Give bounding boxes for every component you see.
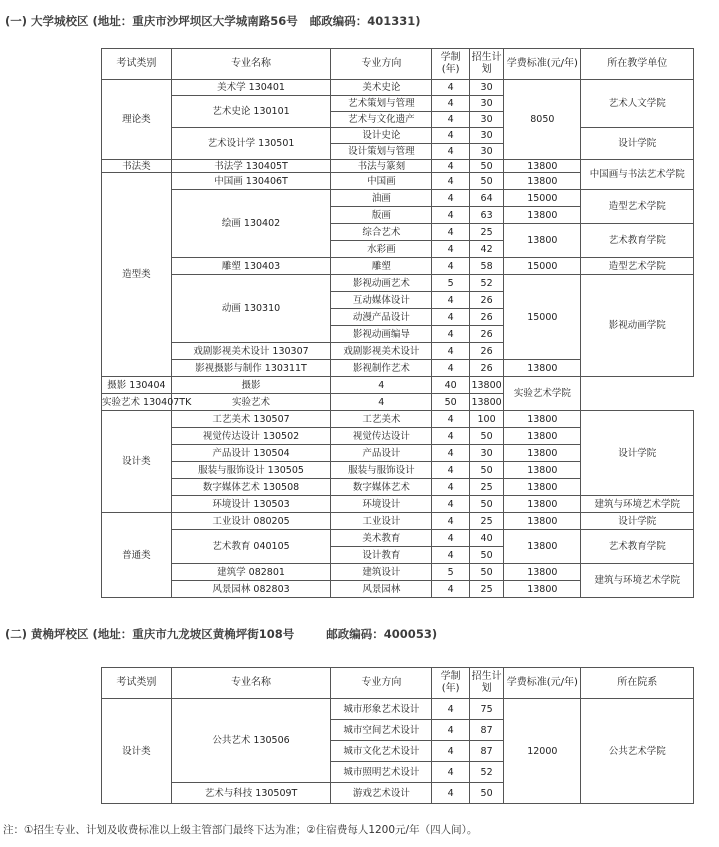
- table-row: [102, 160, 694, 173]
- unit-cell: 设计学院: [581, 411, 694, 496]
- years-cell: 4: [432, 144, 470, 160]
- major-cell: 艺术与科技 130509T: [171, 783, 330, 804]
- plan-cell: 87: [469, 741, 503, 762]
- direction-cell: 工业设计: [331, 513, 432, 530]
- years-cell: 4: [432, 326, 470, 343]
- fee-cell: 13800: [469, 394, 503, 411]
- plan-cell: 50: [469, 462, 503, 479]
- direction-cell: 设计史论: [331, 128, 432, 144]
- years-cell: 4: [432, 343, 470, 360]
- plan-cell: 58: [469, 258, 503, 275]
- major-cell: 戏剧影视美术设计 130307: [171, 343, 330, 360]
- fee-cell: 13800: [504, 581, 581, 598]
- direction-cell: 版画: [331, 207, 432, 224]
- plan-cell: 30: [469, 96, 503, 112]
- direction-cell: 水彩画: [331, 241, 432, 258]
- plan-cell: 50: [469, 428, 503, 445]
- major-cell: 艺术设计学 130501: [171, 128, 330, 160]
- direction-cell: 工艺美术: [331, 411, 432, 428]
- fee-cell: 13800: [504, 564, 581, 581]
- table-row: [102, 275, 694, 292]
- header-fee: 学费标准(元/年): [504, 49, 581, 80]
- header-plan: 招生计划: [469, 668, 503, 699]
- direction-cell: 风景园林: [331, 581, 432, 598]
- years-cell: 4: [432, 496, 470, 513]
- major-cell: 工艺美术 130507: [171, 411, 330, 428]
- years-cell: 4: [432, 173, 470, 190]
- fee-cell: 13800: [504, 428, 581, 445]
- plan-cell: 75: [469, 699, 503, 720]
- table-row: [102, 128, 694, 144]
- unit-cell: 艺术教育学院: [581, 224, 694, 258]
- major-cell: 建筑学 082801: [171, 564, 330, 581]
- unit-cell: 艺术教育学院: [581, 530, 694, 564]
- direction-cell: 游戏艺术设计: [331, 783, 432, 804]
- table-row: [102, 190, 694, 207]
- header-direction: 专业方向: [331, 49, 432, 80]
- years-cell: 4: [432, 428, 470, 445]
- plan-cell: 25: [469, 513, 503, 530]
- fee-cell: 13800: [504, 513, 581, 530]
- major-cell: 雕塑 130403: [171, 258, 330, 275]
- unit-cell: 设计学院: [581, 513, 694, 530]
- direction-cell: 油画: [331, 190, 432, 207]
- major-cell: 艺术史论 130101: [171, 96, 330, 128]
- unit-cell: 公共艺术学院: [581, 699, 694, 804]
- plan-cell: 52: [469, 275, 503, 292]
- plan-cell: 26: [469, 326, 503, 343]
- plan-cell: 50: [469, 783, 503, 804]
- header-direction: 专业方向: [331, 668, 432, 699]
- table-row: [102, 564, 694, 581]
- plan-cell: 64: [469, 190, 503, 207]
- years-cell: 4: [432, 258, 470, 275]
- plan-cell: 25: [469, 479, 503, 496]
- plan-cell: 52: [469, 762, 503, 783]
- major-cell: 工业设计 080205: [171, 513, 330, 530]
- years-cell: 4: [432, 80, 470, 96]
- fee-cell: 8050: [504, 80, 581, 160]
- major-cell: 环境设计 130503: [171, 496, 330, 513]
- direction-cell: 中国画: [331, 173, 432, 190]
- direction-cell: 影视动画艺术: [331, 275, 432, 292]
- direction-cell: 产品设计: [331, 445, 432, 462]
- years-cell: 4: [432, 360, 470, 377]
- plan-cell: 25: [469, 581, 503, 598]
- table-row: [102, 513, 694, 530]
- major-cell: 美术学 130401: [171, 80, 330, 96]
- years-cell: 4: [432, 720, 470, 741]
- years-cell: 4: [432, 547, 470, 564]
- unit-cell: 实验艺术学院: [504, 377, 581, 411]
- direction-cell: 设计策划与管理: [331, 144, 432, 160]
- table-row: [102, 699, 694, 720]
- direction-cell: 建筑设计: [331, 564, 432, 581]
- direction-cell: 美术史论: [331, 80, 432, 96]
- direction-cell: 数字媒体艺术: [331, 479, 432, 496]
- header-major: 专业名称: [171, 49, 330, 80]
- category-cell: 设计类: [102, 411, 172, 513]
- direction-cell: 影视动画编导: [331, 326, 432, 343]
- major-cell: 中国画 130406T: [171, 173, 330, 190]
- category-cell: 普通类: [102, 513, 172, 598]
- plan-cell: 42: [469, 241, 503, 258]
- direction-cell: 城市空间艺术设计: [331, 720, 432, 741]
- section1-title: (一) 大学城校区 (地址：重庆市沙坪坝区大学城南路56号 邮政编码：401331): [5, 14, 421, 28]
- plan-cell: 63: [469, 207, 503, 224]
- years-cell: 4: [432, 479, 470, 496]
- plan-cell: 100: [469, 411, 503, 428]
- fee-cell: 13800: [504, 411, 581, 428]
- table-row: [102, 80, 694, 96]
- unit-cell: 造型艺术学院: [581, 258, 694, 275]
- table-row: [102, 377, 694, 394]
- years-cell: 4: [432, 224, 470, 241]
- direction-cell: 城市文化艺术设计: [331, 741, 432, 762]
- direction-cell: 动漫产品设计: [331, 309, 432, 326]
- plan-cell: 26: [469, 360, 503, 377]
- plan-cell: 26: [469, 343, 503, 360]
- plan-cell: 50: [469, 496, 503, 513]
- years-cell: 4: [432, 445, 470, 462]
- fee-cell: 15000: [504, 258, 581, 275]
- major-cell: 视觉传达设计 130502: [171, 428, 330, 445]
- years-cell: 4: [432, 160, 470, 173]
- major-cell: 产品设计 130504: [171, 445, 330, 462]
- unit-cell: 中国画与书法艺术学院: [581, 160, 694, 190]
- fee-cell: 12000: [504, 699, 581, 804]
- plan-cell: 26: [469, 292, 503, 309]
- years-cell: 4: [432, 96, 470, 112]
- table-row: [102, 530, 694, 547]
- years-cell: 4: [432, 112, 470, 128]
- plan-cell: 50: [432, 394, 470, 411]
- header-unit: 所在院系: [581, 668, 694, 699]
- fee-cell: 13800: [504, 160, 581, 173]
- direction-cell: 艺术策划与管理: [331, 96, 432, 112]
- fee-cell: 13800: [469, 377, 503, 394]
- header-years: 学制(年): [432, 49, 470, 80]
- daxuecheng-table: [101, 48, 694, 598]
- years-cell: 4: [432, 699, 470, 720]
- plan-cell: 50: [469, 547, 503, 564]
- major-cell: 风景园林 082803: [171, 581, 330, 598]
- plan-cell: 26: [469, 309, 503, 326]
- years-cell: 4: [432, 292, 470, 309]
- years-cell: 4: [331, 394, 432, 411]
- plan-cell: 40: [432, 377, 470, 394]
- major-cell: 书法学 130405T: [171, 160, 330, 173]
- unit-cell: 影视动画学院: [581, 275, 694, 377]
- unit-cell: 建筑与环境艺术学院: [581, 496, 694, 513]
- fee-cell: 13800: [504, 530, 581, 564]
- major-cell: 艺术教育 040105: [171, 530, 330, 564]
- table-row: [102, 496, 694, 513]
- direction-cell: 美术教育: [331, 530, 432, 547]
- direction-cell: 服装与服饰设计: [331, 462, 432, 479]
- major-cell: 动画 130310: [171, 275, 330, 343]
- header-plan: 招生计划: [469, 49, 503, 80]
- category-cell: 造型类: [102, 173, 172, 377]
- footnote: 注：①招生专业、计划及收费标准以上级主管部门最终下达为准；②住宿费每人1200元/年（四人间）。: [3, 824, 478, 836]
- years-cell: 5: [432, 275, 470, 292]
- table-row: [102, 394, 694, 411]
- direction-cell: 城市照明艺术设计: [331, 762, 432, 783]
- fee-cell: 13800: [504, 360, 581, 377]
- years-cell: 4: [432, 762, 470, 783]
- plan-cell: 25: [469, 224, 503, 241]
- major-cell: 摄影 130404: [102, 377, 172, 394]
- years-cell: 4: [432, 309, 470, 326]
- direction-cell: 环境设计: [331, 496, 432, 513]
- plan-cell: 30: [469, 112, 503, 128]
- direction-cell: 互动媒体设计: [331, 292, 432, 309]
- years-cell: 5: [432, 564, 470, 581]
- years-cell: 4: [331, 377, 432, 394]
- years-cell: 4: [432, 530, 470, 547]
- category-cell: 理论类: [102, 80, 172, 160]
- direction-cell: 摄影: [171, 377, 330, 394]
- category-cell: 设计类: [102, 699, 172, 804]
- fee-cell: 15000: [504, 275, 581, 360]
- major-cell: 实验艺术 130407TK: [102, 394, 172, 411]
- plan-cell: 30: [469, 445, 503, 462]
- fee-cell: 13800: [504, 224, 581, 258]
- plan-cell: 87: [469, 720, 503, 741]
- header-major: 专业名称: [171, 668, 330, 699]
- header-fee: 学费标准(元/年): [504, 668, 581, 699]
- header-unit: 所在教学单位: [581, 49, 694, 80]
- unit-cell: 设计学院: [581, 128, 694, 160]
- major-cell: 数字媒体艺术 130508: [171, 479, 330, 496]
- header-category: 考试类别: [102, 668, 172, 699]
- plan-cell: 50: [469, 160, 503, 173]
- category-cell: 书法类: [102, 160, 172, 173]
- years-cell: 4: [432, 411, 470, 428]
- years-cell: 4: [432, 128, 470, 144]
- years-cell: 4: [432, 241, 470, 258]
- fee-cell: 13800: [504, 207, 581, 224]
- direction-cell: 综合艺术: [331, 224, 432, 241]
- section2-title: (二) 黄桷坪校区 (地址：重庆市九龙坡区黄桷坪街108号 邮政编码：400053): [5, 627, 438, 641]
- table-row: [102, 258, 694, 275]
- table-row: [102, 411, 694, 428]
- direction-cell: 城市形象艺术设计: [331, 699, 432, 720]
- unit-cell: 艺术人文学院: [581, 80, 694, 128]
- major-cell: 影视摄影与制作 130311T: [171, 360, 330, 377]
- fee-cell: 13800: [504, 479, 581, 496]
- direction-cell: 影视制作艺术: [331, 360, 432, 377]
- direction-cell: 戏剧影视美术设计: [331, 343, 432, 360]
- unit-cell: 造型艺术学院: [581, 190, 694, 224]
- plan-cell: 30: [469, 80, 503, 96]
- unit-cell: 建筑与环境艺术学院: [581, 564, 694, 598]
- direction-cell: 书法与篆刻: [331, 160, 432, 173]
- years-cell: 4: [432, 513, 470, 530]
- plan-cell: 40: [469, 530, 503, 547]
- plan-cell: 50: [469, 173, 503, 190]
- fee-cell: 13800: [504, 496, 581, 513]
- plan-cell: 30: [469, 144, 503, 160]
- years-cell: 4: [432, 581, 470, 598]
- fee-cell: 15000: [504, 190, 581, 207]
- plan-cell: 50: [469, 564, 503, 581]
- major-cell: 服装与服饰设计 130505: [171, 462, 330, 479]
- direction-cell: 雕塑: [331, 258, 432, 275]
- direction-cell: 艺术与文化遗产: [331, 112, 432, 128]
- direction-cell: 实验艺术: [171, 394, 330, 411]
- years-cell: 4: [432, 207, 470, 224]
- direction-cell: 视觉传达设计: [331, 428, 432, 445]
- header-category: 考试类别: [102, 49, 172, 80]
- fee-cell: 13800: [504, 462, 581, 479]
- plan-cell: 30: [469, 128, 503, 144]
- huangjueping-table: [101, 667, 694, 804]
- major-cell: 公共艺术 130506: [171, 699, 330, 783]
- header-years: 学制(年): [432, 668, 470, 699]
- direction-cell: 设计教育: [331, 547, 432, 564]
- years-cell: 4: [432, 462, 470, 479]
- fee-cell: 13800: [504, 173, 581, 190]
- years-cell: 4: [432, 741, 470, 762]
- fee-cell: 13800: [504, 445, 581, 462]
- years-cell: 4: [432, 190, 470, 207]
- years-cell: 4: [432, 783, 470, 804]
- major-cell: 绘画 130402: [171, 190, 330, 258]
